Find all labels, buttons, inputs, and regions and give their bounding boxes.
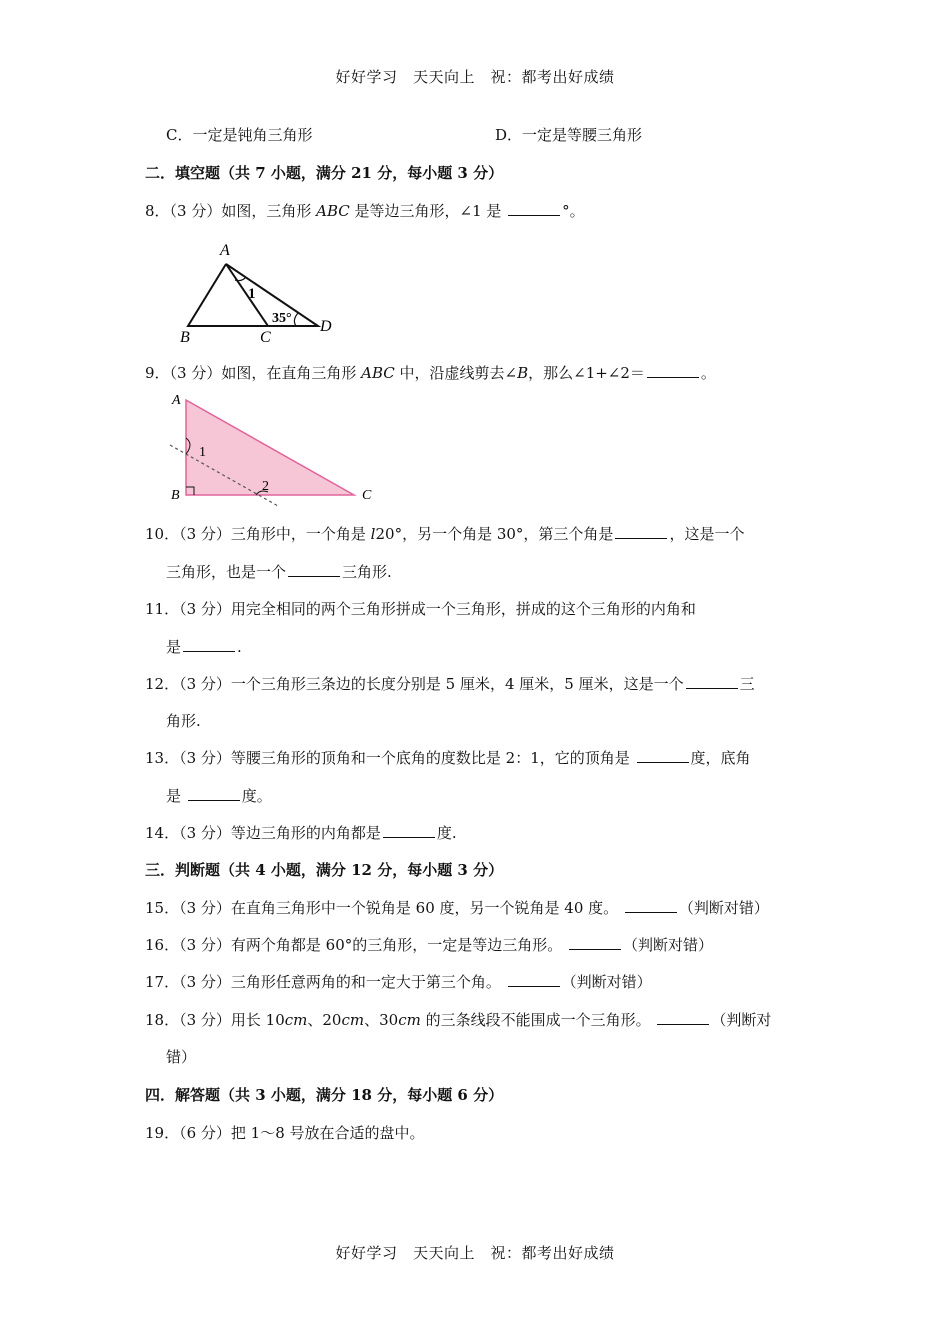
- q15-blank[interactable]: [625, 898, 677, 913]
- question-19: 19．（6 分）把 1～8 号放在合适的盘中。: [145, 1124, 425, 1142]
- q13-blank-1[interactable]: [637, 748, 689, 763]
- fig9-triangle: [186, 400, 354, 495]
- figure-9-right-triangle: [164, 390, 384, 508]
- q10-l: l: [370, 525, 376, 543]
- q16-text-a: 16．（3 分）有两个角都是 60°的三角形，一定是等边三角形。: [145, 936, 568, 954]
- option-d: D．一定是等腰三角形: [495, 126, 643, 144]
- q14-text-a: 14．（3 分）等边三角形的内角都是: [145, 824, 381, 842]
- q18-cm-2: cm: [341, 1011, 365, 1029]
- q14-text-b: 度.: [436, 824, 457, 842]
- q9-abc: ABC: [361, 364, 395, 382]
- q18-blank[interactable]: [657, 1010, 709, 1025]
- fig8-label-a: A: [220, 242, 230, 259]
- section-2-title: 二．填空题（共 7 小题，满分 21 分，每小题 3 分）: [145, 164, 504, 182]
- section-3-title: 三．判断题（共 4 小题，满分 12 分，每小题 3 分）: [145, 861, 504, 879]
- q8-abc: ABC: [316, 202, 350, 220]
- q9-mid: 中，沿虚线剪去∠: [394, 364, 518, 382]
- figure-8-triangle: [170, 238, 340, 346]
- fig8-label-b: B: [180, 329, 190, 346]
- q9-b: B: [517, 364, 529, 382]
- question-11-line1: 11．（3 分）用完全相同的两个三角形拼成一个三角形，拼成的这个三角形的内角和: [145, 600, 696, 618]
- q18-cm-3: cm: [398, 1011, 421, 1029]
- fig8-angle1-label: 1: [248, 286, 256, 302]
- question-10-line2: [166, 561, 392, 582]
- q10-text-d: 三角形，也是一个: [166, 563, 287, 581]
- section-4-title: 四．解答题（共 3 小题，满分 18 分，每小题 6 分）: [145, 1086, 504, 1104]
- q18-text-a: 18．（3 分）用长 10: [145, 1011, 285, 1029]
- q12-blank[interactable]: [686, 674, 738, 689]
- option-c: C．一定是钝角三角形: [166, 126, 313, 144]
- q9-end: 。: [700, 364, 716, 382]
- fig9-angle1-label: 1: [199, 445, 206, 460]
- q16-text-b: （判断对错）: [623, 936, 714, 954]
- question-15: [145, 897, 769, 918]
- q10-text-e: 三角形.: [342, 563, 392, 581]
- q10-text-a: 10．（3 分）三角形中，一个角是: [145, 525, 371, 543]
- q8-mid: 是等边三角形，∠1 是: [349, 202, 507, 220]
- question-18-line1: [145, 1009, 771, 1030]
- q9-suffix: ，那么∠1+∠2＝: [528, 364, 645, 382]
- question-16: [145, 934, 713, 955]
- q10-text-b: 20°，另一个角是 30°，第三个角是: [375, 525, 614, 543]
- question-8: [145, 200, 585, 221]
- q15-text-a: 15．（3 分）在直角三角形中一个锐角是 60 度，另一个锐角是 40 度。: [145, 899, 623, 917]
- q11-blank[interactable]: [183, 637, 235, 652]
- q18-text-b: 、20: [307, 1011, 342, 1029]
- q14-blank[interactable]: [383, 823, 435, 838]
- question-10-line1: [145, 523, 744, 544]
- question-13-line2: [166, 785, 272, 806]
- q9-blank[interactable]: [647, 363, 699, 378]
- q12-text-b: 三: [739, 675, 755, 693]
- q17-blank[interactable]: [508, 972, 560, 987]
- q13-text-c: 是: [166, 787, 186, 805]
- q10-text-c: ，这是一个: [669, 525, 745, 543]
- q9-prefix: 9．（3 分）如图，在直角三角形: [145, 364, 362, 382]
- q13-text-b: 度，底角: [690, 749, 751, 767]
- q18-cm-1: cm: [284, 1011, 308, 1029]
- fig8-angle35-label: 35°: [272, 311, 292, 326]
- question-11-line2: [166, 636, 242, 657]
- page-footer: 好好学习 天天向上 祝：都考出好成绩: [335, 1244, 615, 1262]
- q10-blank-2[interactable]: [288, 562, 340, 577]
- fig9-angle2-label: 2: [262, 479, 269, 494]
- question-18-line2: 错）: [166, 1048, 197, 1066]
- q8-prefix: 8．（3 分）如图，三角形: [145, 202, 317, 220]
- fig8-label-d: D: [320, 318, 332, 335]
- question-9: [145, 362, 716, 383]
- q11-text-b: .: [237, 638, 242, 656]
- q13-blank-2[interactable]: [188, 786, 240, 801]
- fig9-label-a: A: [172, 393, 181, 408]
- q17-text-b: （判断对错）: [561, 973, 652, 991]
- question-12-line1: [145, 673, 755, 694]
- question-12-line2: 角形.: [166, 712, 201, 730]
- fig9-label-b: B: [171, 488, 180, 503]
- q13-text-d: 度。: [241, 787, 272, 805]
- fig9-label-c: C: [362, 488, 372, 503]
- q15-text-b: （判断对错）: [678, 899, 769, 917]
- q18-text-c: 、30: [364, 1011, 399, 1029]
- question-17: [145, 971, 652, 992]
- q13-text-a: 13．（3 分）等腰三角形的顶角和一个底角的度数比是 2：1，它的顶角是: [145, 749, 635, 767]
- q11-text-a: 是: [166, 638, 182, 656]
- fig8-angle35-arc: [294, 313, 298, 326]
- q16-blank[interactable]: [569, 935, 621, 950]
- fig8-label-c: C: [260, 329, 271, 346]
- q18-text-d: 的三条线段不能围成一个三角形。: [420, 1011, 656, 1029]
- question-14: [145, 822, 457, 843]
- question-13-line1: [145, 747, 751, 768]
- q10-blank-1[interactable]: [615, 524, 667, 539]
- q12-text-a: 12．（3 分）一个三角形三条边的长度分别是 5 厘米，4 厘米，5 厘米，这是一个: [145, 675, 684, 693]
- q18-text-e: （判断对: [711, 1011, 772, 1029]
- q8-suffix: °。: [562, 202, 585, 220]
- q8-blank[interactable]: [508, 201, 560, 216]
- q17-text-a: 17．（3 分）三角形任意两角的和一定大于第三个角。: [145, 973, 506, 991]
- page-header: 好好学习 天天向上 祝：都考出好成绩: [335, 68, 615, 86]
